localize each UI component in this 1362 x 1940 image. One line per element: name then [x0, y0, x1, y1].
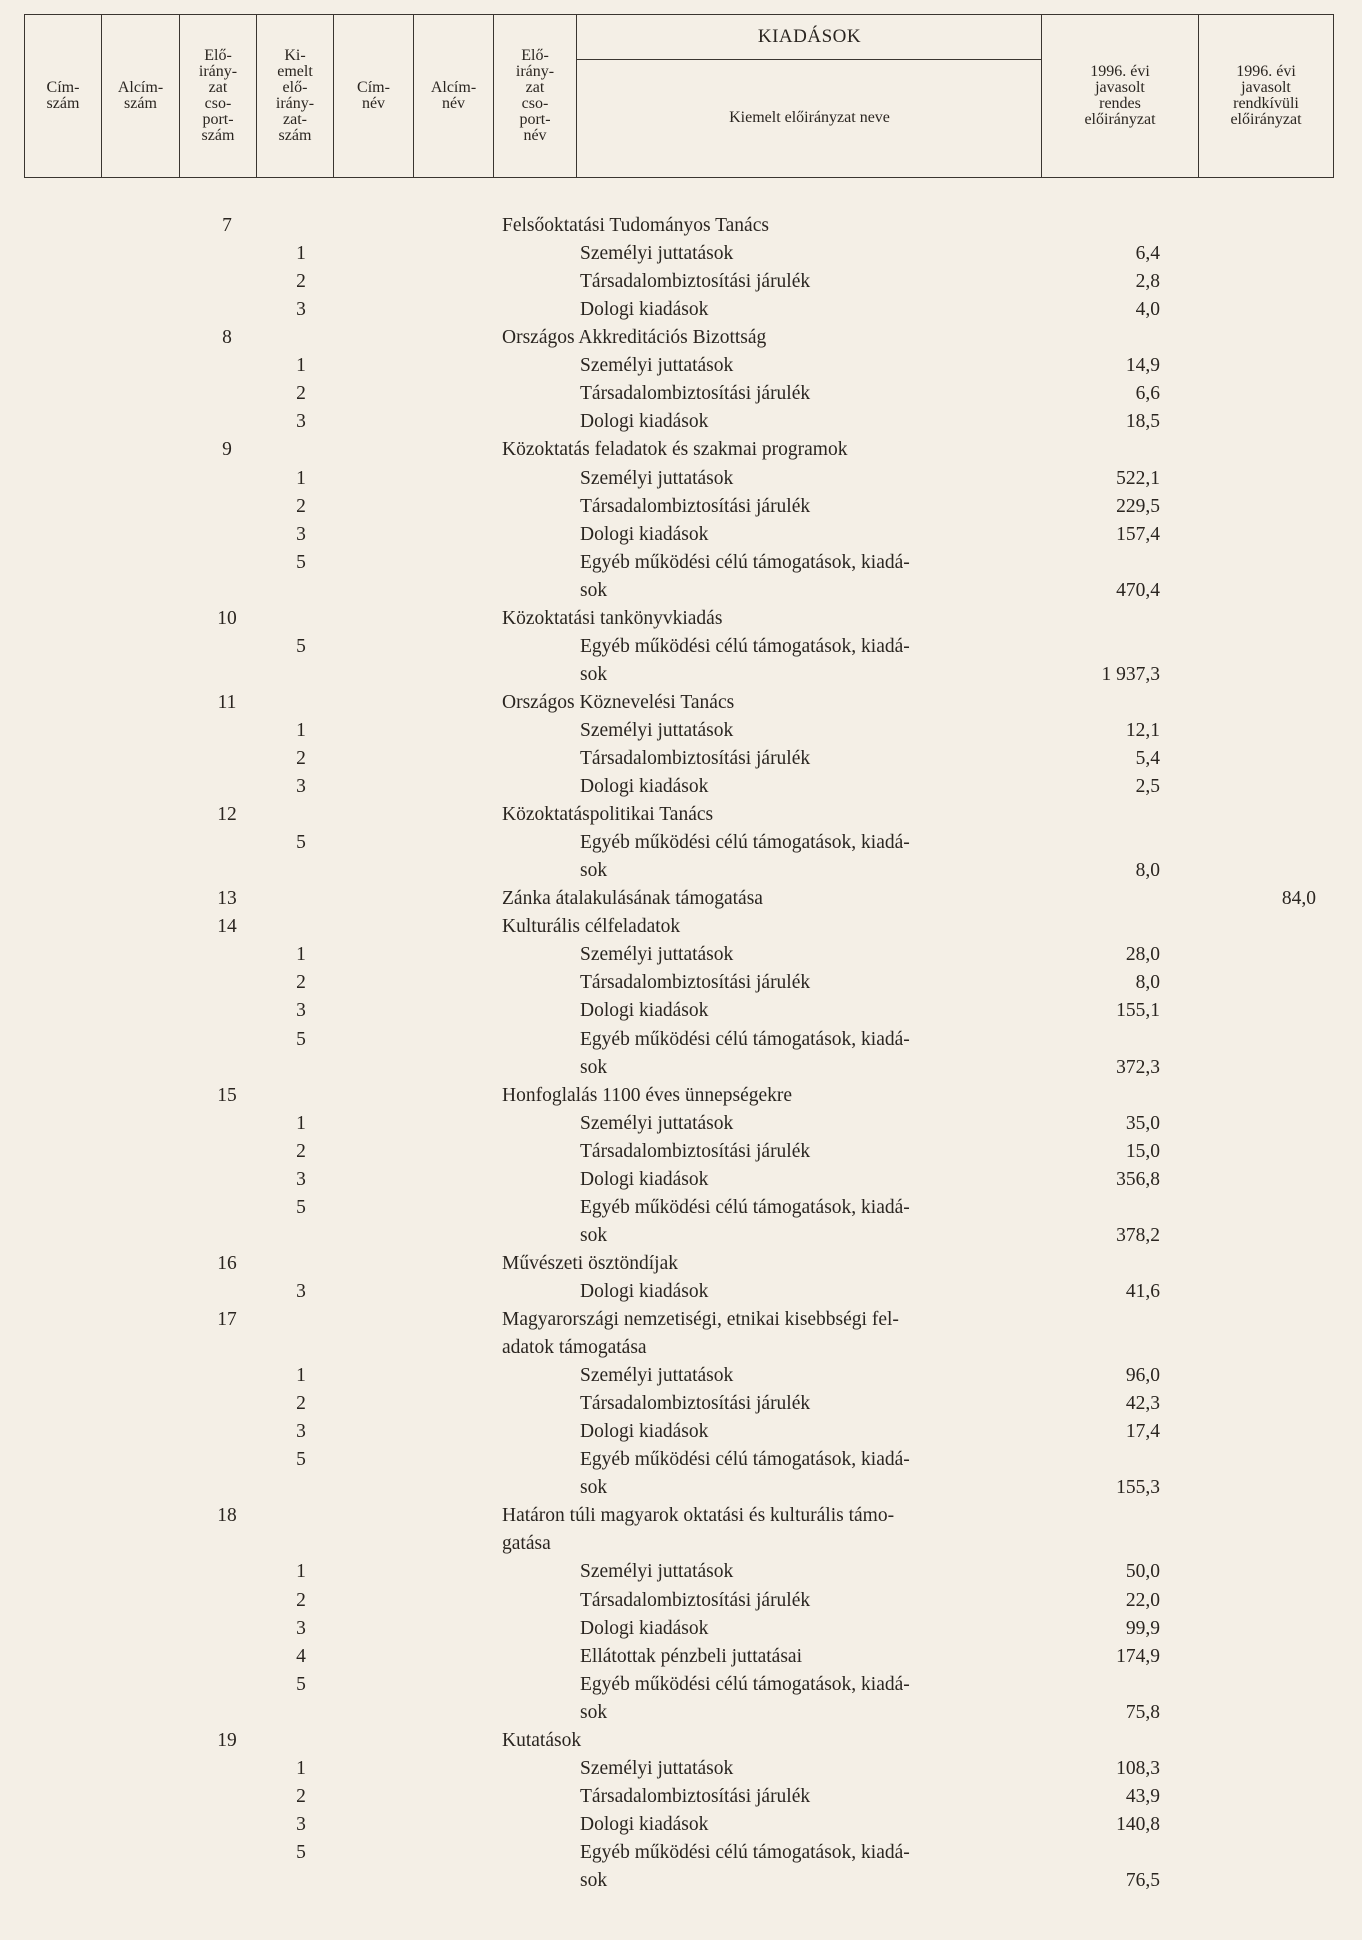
kiemelt-eloiranyzat-name: sok	[580, 860, 608, 882]
kiemelt-number: 5	[296, 1449, 306, 1471]
cim-name: Felsőoktatási Tudományos Tanács	[502, 215, 769, 236]
kiemelt-eloiranyzat-name: Személyi juttatások	[580, 1365, 734, 1386]
kiemelt-eloiranyzat-name: Személyi juttatások	[580, 719, 734, 741]
cim-number: 18	[217, 1505, 237, 1527]
table-row	[0, 717, 1362, 745]
kiemelt-eloiranyzat-name: sok	[580, 1477, 608, 1499]
table-row	[0, 1222, 1362, 1250]
kiemelt-eloiranyzat-name: Társadalombiztosítási járulék	[580, 972, 811, 994]
table-row	[0, 521, 1362, 549]
rendes-value: 2,8	[1135, 271, 1160, 293]
table-row	[0, 1250, 1362, 1278]
table-row	[0, 1194, 1362, 1222]
table-row	[0, 1474, 1362, 1502]
cim-name: Országos Akkreditációs Bizottság	[502, 327, 767, 349]
table-row	[0, 941, 1362, 969]
rendes-value: 18,5	[1125, 411, 1160, 433]
cim-number: 13	[217, 888, 237, 910]
table-row	[0, 1699, 1362, 1727]
header-cim-nev: Cím- név	[334, 15, 414, 177]
kiemelt-number: 2	[296, 495, 306, 517]
kiemelt-number: 2	[296, 748, 306, 769]
table-row	[0, 1082, 1362, 1110]
cim-number: 10	[217, 607, 237, 629]
table-row	[0, 1334, 1362, 1362]
table-row	[0, 1278, 1362, 1306]
rendes-value: 75,8	[1125, 1701, 1160, 1723]
rendes-value: 6,6	[1135, 383, 1160, 405]
table-row	[0, 1558, 1362, 1586]
header-kiadasok: KIADÁSOK	[577, 15, 1042, 60]
cim-name: adatok támogatása	[502, 1337, 647, 1358]
kiemelt-number: 3	[296, 1813, 306, 1835]
cim-number: 7	[222, 215, 232, 236]
rendes-value: 1 937,3	[1101, 663, 1160, 685]
table-row	[0, 913, 1362, 941]
rendkivuli-value: 84,0	[1281, 888, 1316, 910]
table-row	[0, 1446, 1362, 1474]
table-row	[0, 633, 1362, 661]
kiemelt-number: 1	[296, 467, 306, 489]
kiemelt-eloiranyzat-name: sok	[580, 663, 608, 685]
rendes-value: 14,9	[1125, 355, 1160, 377]
cim-name: Honfoglalás 1100 éves ünnepségekre	[502, 1084, 793, 1106]
rendes-value: 17,4	[1125, 1421, 1160, 1443]
kiemelt-number: 5	[296, 1673, 306, 1695]
table-row	[0, 1306, 1362, 1334]
kiemelt-eloiranyzat-name: Dologi kiadások	[580, 1000, 709, 1022]
kiemelt-number: 3	[296, 1168, 306, 1190]
kiemelt-number: 5	[296, 832, 306, 854]
cim-name: Közoktatási tankönyvkiadás	[502, 607, 723, 629]
table-row	[0, 829, 1362, 857]
table-row	[0, 689, 1362, 717]
cim-name: gatása	[502, 1533, 551, 1555]
kiemelt-number: 3	[296, 776, 306, 797]
kiemelt-eloiranyzat-name: Dologi kiadások	[580, 411, 709, 433]
header-rendes-eloiranyzat: 1996. évi javasolt rendes előirányzat	[1042, 15, 1199, 177]
cim-number: 9	[222, 439, 232, 461]
rendes-value: 43,9	[1125, 1785, 1160, 1807]
cim-number: 11	[217, 691, 237, 713]
rendes-value: 50,0	[1125, 1561, 1160, 1583]
table-row	[0, 1166, 1362, 1194]
kiemelt-eloiranyzat-name: Személyi juttatások	[580, 1112, 734, 1134]
kiemelt-number: 5	[296, 1841, 306, 1863]
rendes-value: 470,4	[1116, 579, 1160, 601]
cim-name: Közoktatás feladatok és szakmai programok	[502, 439, 848, 461]
table-row	[0, 465, 1362, 493]
header-alcim-nev: Alcím- név	[414, 15, 494, 177]
cim-number: 15	[217, 1084, 237, 1106]
header-rendkivuli-eloiranyzat: 1996. évi javasolt rendkívüli előirányzat	[1230, 63, 1302, 128]
kiemelt-number: 5	[296, 1028, 306, 1050]
header-eloiranyzat-csoport-nev: Elő- irány- zat cso- port- név	[494, 15, 577, 177]
table-row	[0, 1502, 1362, 1530]
rendes-value: 6,4	[1135, 243, 1160, 265]
header-alcim-szam: Alcím- szám	[102, 15, 180, 177]
rendes-value: 8,0	[1135, 972, 1160, 994]
kiemelt-eloiranyzat-name: Társadalombiztosítási járulék	[580, 1393, 811, 1415]
kiemelt-number: 1	[296, 355, 306, 377]
rendes-value: 35,0	[1125, 1112, 1160, 1134]
table-row	[0, 493, 1362, 521]
rendes-value: 140,8	[1116, 1813, 1160, 1835]
kiemelt-eloiranyzat-name: Ellátottak pénzbeli juttatásai	[580, 1645, 803, 1667]
kiemelt-eloiranyzat-name: Dologi kiadások	[580, 1421, 709, 1443]
rendes-value: 12,1	[1125, 719, 1160, 741]
kiemelt-eloiranyzat-name: sok	[580, 579, 608, 601]
table-row	[0, 352, 1362, 380]
cim-number: 8	[222, 327, 232, 349]
cim-name: Közoktatáspolitikai Tanács	[502, 804, 714, 826]
kiemelt-number: 5	[296, 635, 306, 657]
kiemelt-number: 3	[296, 1280, 306, 1302]
kiemelt-eloiranyzat-name: Személyi juttatások	[580, 467, 734, 489]
kiemelt-eloiranyzat-name: Egyéb működési célú támogatások, kiadá-	[580, 1449, 910, 1471]
table-row	[0, 1026, 1362, 1054]
table-row	[0, 577, 1362, 605]
table-row	[0, 969, 1362, 997]
table-row	[0, 997, 1362, 1025]
header-kiemelt-eloiranyzat-neve: Kiemelt előirányzat neve	[729, 109, 890, 126]
kiemelt-eloiranyzat-name: Személyi juttatások	[580, 1757, 734, 1779]
kiemelt-eloiranyzat-name: Egyéb működési célú támogatások, kiadá-	[580, 1196, 910, 1218]
kiemelt-number: 3	[296, 299, 306, 321]
kiemelt-eloiranyzat-name: Személyi juttatások	[580, 355, 734, 377]
table-row	[0, 1671, 1362, 1699]
rendes-value: 4,0	[1135, 299, 1160, 321]
rendes-value: 356,8	[1116, 1168, 1160, 1190]
rendes-value: 378,2	[1116, 1224, 1160, 1246]
cim-number: 17	[217, 1309, 237, 1330]
kiemelt-number: 1	[296, 1561, 306, 1583]
kiemelt-number: 1	[296, 1365, 306, 1386]
kiemelt-eloiranyzat-name: Társadalombiztosítási járulék	[580, 748, 811, 769]
table-row	[0, 1138, 1362, 1166]
table-row	[0, 1867, 1362, 1895]
table-row	[0, 1783, 1362, 1811]
header-cim-szam: Cím- szám	[25, 15, 102, 177]
table-row	[0, 1054, 1362, 1082]
kiemelt-eloiranyzat-name: Társadalombiztosítási járulék	[580, 383, 811, 405]
kiemelt-eloiranyzat-name: Dologi kiadások	[580, 1813, 709, 1835]
kiemelt-eloiranyzat-name: Dologi kiadások	[580, 299, 709, 321]
rendes-value: 155,3	[1116, 1477, 1160, 1499]
rendes-value: 522,1	[1116, 467, 1160, 489]
cim-number: 12	[217, 804, 237, 826]
kiemelt-eloiranyzat-name: Egyéb működési célú támogatások, kiadá-	[580, 635, 910, 657]
table-row	[0, 436, 1362, 464]
kiemelt-number: 2	[296, 1785, 306, 1807]
kiemelt-eloiranyzat-name: Társadalombiztosítási járulék	[580, 1589, 811, 1611]
table-row	[0, 857, 1362, 885]
cim-number: 19	[217, 1729, 237, 1751]
table-row	[0, 1643, 1362, 1671]
rendes-value: 155,1	[1116, 1000, 1160, 1022]
kiemelt-eloiranyzat-name: sok	[580, 1870, 608, 1891]
kiemelt-eloiranyzat-name: Személyi juttatások	[580, 1561, 734, 1583]
rendes-value: 157,4	[1116, 523, 1160, 545]
cim-name: Zánka átalakulásának támogatása	[502, 888, 763, 910]
kiemelt-number: 5	[296, 551, 306, 573]
kiemelt-number: 4	[296, 1645, 306, 1667]
table-row	[0, 408, 1362, 436]
table-row	[0, 212, 1362, 240]
kiemelt-eloiranyzat-name: Dologi kiadások	[580, 1280, 709, 1302]
cim-number: 16	[217, 1252, 237, 1274]
table-row	[0, 1811, 1362, 1839]
rendes-value: 372,3	[1116, 1056, 1160, 1078]
cim-name: Kulturális célfeladatok	[502, 916, 681, 938]
table-row	[0, 296, 1362, 324]
table-row	[0, 885, 1362, 913]
kiemelt-number: 3	[296, 523, 306, 545]
kiemelt-number: 2	[296, 383, 306, 405]
table-row	[0, 268, 1362, 296]
table-row	[0, 1362, 1362, 1390]
table-row	[0, 1530, 1362, 1558]
table-row	[0, 1587, 1362, 1615]
rendes-value: 2,5	[1135, 776, 1160, 797]
kiemelt-eloiranyzat-name: Személyi juttatások	[580, 243, 734, 265]
kiemelt-eloiranyzat-name: Egyéb működési célú támogatások, kiadá-	[580, 1841, 910, 1863]
kiemelt-eloiranyzat-name: Társadalombiztosítási járulék	[580, 271, 811, 293]
kiemelt-number: 1	[296, 1757, 306, 1779]
kiemelt-eloiranyzat-name: Dologi kiadások	[580, 523, 709, 545]
kiemelt-number: 2	[296, 1589, 306, 1611]
rendes-value: 76,5	[1125, 1870, 1160, 1891]
table-row	[0, 324, 1362, 352]
table-row	[0, 605, 1362, 633]
kiemelt-eloiranyzat-name: Egyéb működési célú támogatások, kiadá-	[580, 1673, 910, 1695]
cim-name: Kutatások	[502, 1729, 582, 1751]
cim-name: Országos Köznevelési Tanács	[502, 691, 735, 713]
table-row	[0, 773, 1362, 801]
kiemelt-number: 3	[296, 1617, 306, 1639]
rendes-value: 28,0	[1125, 944, 1160, 966]
kiemelt-eloiranyzat-name: sok	[580, 1056, 608, 1078]
table-row	[0, 1727, 1362, 1755]
cim-name: Határon túli magyarok oktatási és kulturális támo-	[502, 1505, 895, 1527]
table-row	[0, 801, 1362, 829]
kiemelt-number: 1	[296, 243, 306, 265]
kiemelt-number: 3	[296, 1000, 306, 1022]
kiemelt-eloiranyzat-name: sok	[580, 1701, 608, 1723]
cim-name: Művészeti ösztöndíjak	[502, 1252, 679, 1274]
rendes-value: 41,6	[1125, 1280, 1160, 1302]
table-row	[0, 380, 1362, 408]
table-row	[0, 549, 1362, 577]
table-row	[0, 1110, 1362, 1138]
kiemelt-eloiranyzat-name: Dologi kiadások	[580, 776, 709, 797]
kiemelt-number: 3	[296, 411, 306, 433]
rendes-value: 5,4	[1135, 748, 1160, 769]
table-row	[0, 1615, 1362, 1643]
cim-name: Magyarországi nemzetiségi, etnikai kisebbségi fel-	[502, 1309, 899, 1330]
kiemelt-number: 2	[296, 271, 306, 293]
rendes-value: 15,0	[1125, 1140, 1160, 1162]
kiemelt-number: 1	[296, 719, 306, 741]
rendes-value: 108,3	[1116, 1757, 1160, 1779]
table-row	[0, 745, 1362, 773]
rendes-value: 96,0	[1125, 1365, 1160, 1386]
kiemelt-number: 3	[296, 1421, 306, 1443]
kiemelt-eloiranyzat-name: Dologi kiadások	[580, 1168, 709, 1190]
table-row	[0, 1839, 1362, 1867]
rendes-value: 99,9	[1125, 1617, 1160, 1639]
table-row	[0, 661, 1362, 689]
header-eloiranyzat-csoport-szam: Elő- irány- zat cso- port- szám	[180, 15, 257, 177]
kiemelt-eloiranyzat-name: Társadalombiztosítási járulék	[580, 1785, 811, 1807]
header-kiemelt-eloiranyzat-szam: Ki- emelt elő- irány- zat- szám	[257, 15, 334, 177]
kiemelt-eloiranyzat-name: Személyi juttatások	[580, 944, 734, 966]
rendes-value: 22,0	[1125, 1589, 1160, 1611]
cim-number: 14	[217, 916, 237, 938]
rendes-value: 229,5	[1116, 495, 1160, 517]
kiemelt-number: 1	[296, 944, 306, 966]
table-row	[0, 1755, 1362, 1783]
kiemelt-eloiranyzat-name: Egyéb működési célú támogatások, kiadá-	[580, 1028, 910, 1050]
rendes-value: 42,3	[1125, 1393, 1160, 1415]
table-row	[0, 1418, 1362, 1446]
kiemelt-eloiranyzat-name: Egyéb működési célú támogatások, kiadá-	[580, 551, 910, 573]
kiemelt-eloiranyzat-name: sok	[580, 1224, 608, 1246]
rendes-value: 174,9	[1116, 1645, 1160, 1667]
kiemelt-number: 1	[296, 1112, 306, 1134]
kiemelt-eloiranyzat-name: Egyéb működési célú támogatások, kiadá-	[580, 832, 910, 854]
kiemelt-eloiranyzat-name: Dologi kiadások	[580, 1617, 709, 1639]
kiemelt-number: 2	[296, 972, 306, 994]
kiemelt-number: 2	[296, 1393, 306, 1415]
kiemelt-number: 2	[296, 1140, 306, 1162]
kiemelt-eloiranyzat-name: Társadalombiztosítási járulék	[580, 495, 811, 517]
rendes-value: 8,0	[1135, 860, 1160, 882]
table-header	[24, 14, 1334, 178]
table-row	[0, 240, 1362, 268]
kiemelt-number: 5	[296, 1196, 306, 1218]
table-row	[0, 1390, 1362, 1418]
kiemelt-eloiranyzat-name: Társadalombiztosítási járulék	[580, 1140, 811, 1162]
